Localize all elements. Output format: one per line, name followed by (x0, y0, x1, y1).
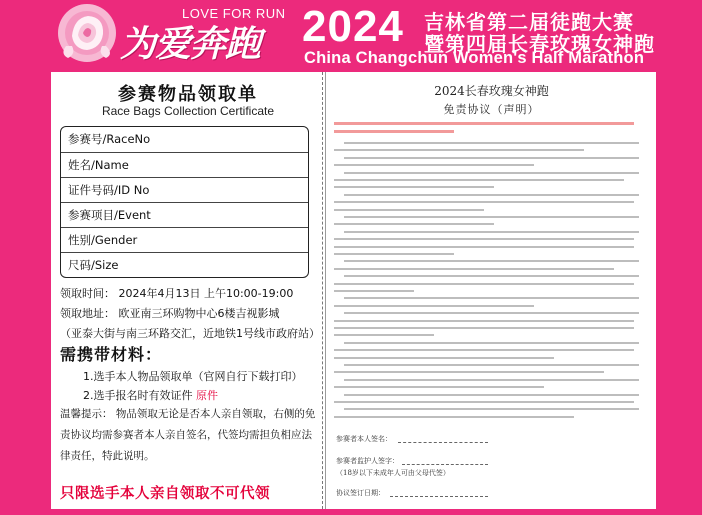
agreement-clause-line (334, 334, 434, 336)
agreement-intro-line (334, 122, 634, 125)
agreement-subtitle: 免责协议（声明） (443, 103, 540, 116)
agreement-clause-line (334, 186, 494, 188)
collection-certificate (51, 72, 325, 509)
agreement-clause-line (334, 253, 454, 255)
event-year: 2024 (302, 2, 404, 51)
agreement-clause-line (344, 194, 639, 196)
participant-signature-label: 参赛者本人签名： (336, 435, 392, 443)
agreement-clause-line (344, 312, 639, 314)
collection-address-note: （亚泰大街与南三环路交汇，近地铁1号线市政府站） (60, 327, 320, 340)
agreement-clause-line (334, 290, 414, 292)
material-item-2-highlight: 原件 (196, 389, 218, 402)
reminder-note: 温馨提示： 物品领取无论是否本人亲自领取，右侧的免责协议均需参赛者本人亲自签名，代签均需担负相应法律责任，特此说明。 (60, 408, 316, 462)
field-id-no: 证件号码/ID No (61, 177, 308, 202)
material-item-2 (83, 387, 218, 403)
field-race-no: 参赛号/RaceNo (68, 132, 151, 146)
materials-title: 需携带材料： (60, 345, 163, 364)
agreement-clause-line (334, 164, 534, 166)
agreement-clause-line (344, 157, 639, 159)
agreement-clause-line (334, 305, 534, 307)
agreement-clause-line (334, 238, 634, 240)
event-title-cn-line1: 吉林省第二届徒跑大赛 (424, 10, 634, 34)
field-name: 姓名/Name (61, 152, 308, 177)
guardian-signature-note: （18岁以下未成年人可由父母代签） (336, 469, 450, 477)
cut-line (322, 72, 323, 509)
agreement-clause-line (334, 386, 544, 388)
agreement-clause-line (334, 209, 484, 211)
certificate-title: 参赛物品领取单 (118, 84, 258, 105)
field-gender: 性别/Gender (61, 227, 308, 252)
agreement-clause-line (334, 401, 634, 403)
agreement-title: 2024长春玫瑰女神跑 (434, 84, 549, 98)
agreement-clause-line (334, 357, 554, 359)
field-size: 尺码/Size (61, 252, 308, 277)
field-event: 参赛项目/Event (61, 202, 308, 227)
agreement-clause-line (334, 283, 634, 285)
agreement-clause-line (344, 408, 639, 410)
event-title-cn-line2: 暨第四届长春玫瑰女神跑 (424, 32, 655, 56)
agreement-clause-line (334, 320, 634, 322)
agreement-clause-line (344, 364, 639, 366)
material-item-1-text: 1.选手本人物品领取单（官网自行下载打印） (83, 370, 303, 383)
agreement-clause-line (334, 223, 494, 225)
agreement-clause-line (334, 349, 634, 351)
agreement-clause-line (344, 342, 639, 344)
certificate-subtitle: Race Bags Collection Certificate (101, 104, 275, 118)
agreement-clause-line (334, 416, 574, 418)
agreement-intro-line (334, 130, 454, 133)
logo-english: LOVE FOR RUN (182, 6, 286, 21)
guardian-signature-label: 参赛者监护人签字： (336, 457, 399, 465)
pickup-warning: 只限选手本人亲自领取不可代领 (60, 486, 270, 502)
agreement-clause-line (334, 179, 624, 181)
agreement-clause-line (344, 394, 639, 396)
logo-chinese: 为爱奔跑 (120, 23, 261, 65)
agreement-clause-line (344, 297, 639, 299)
agreement-clause-line (344, 216, 639, 218)
disclaimer-agreement (325, 72, 656, 509)
agreement-clause-line (334, 149, 584, 151)
agreement-clause-line (344, 260, 639, 262)
rose-icon (54, 2, 120, 64)
agreement-clause-line (334, 371, 604, 373)
agreement-clause-line (334, 327, 634, 329)
agreement-clause-line (334, 246, 634, 248)
material-item-2-text: 2.选手报名时有效证件 (83, 389, 196, 402)
guardian-signature-line (402, 464, 488, 465)
page-header (0, 0, 702, 72)
participant-signature-line (398, 442, 488, 443)
collection-address: 领取地址： 欧亚南三环购物中心6楼吉视影城 (60, 307, 280, 320)
agreement-clause-line (344, 231, 639, 233)
event-title-en: China Changchun Women's Half Marathon (304, 49, 645, 67)
certificate-form (60, 126, 309, 278)
collection-time: 领取时间： 2024年4月13日 上午10:00-19:00 (60, 287, 294, 300)
material-item-1 (83, 368, 303, 384)
agreement-date-label: 协议签订日期： (336, 489, 385, 497)
agreement-date-line (390, 496, 488, 497)
agreement-clause-line (344, 379, 639, 381)
agreement-clause-line (334, 201, 634, 203)
agreement-clause-line (334, 268, 614, 270)
agreement-clause-line (344, 275, 639, 277)
agreement-clause-line (344, 172, 639, 174)
agreement-clause-line (344, 142, 639, 144)
